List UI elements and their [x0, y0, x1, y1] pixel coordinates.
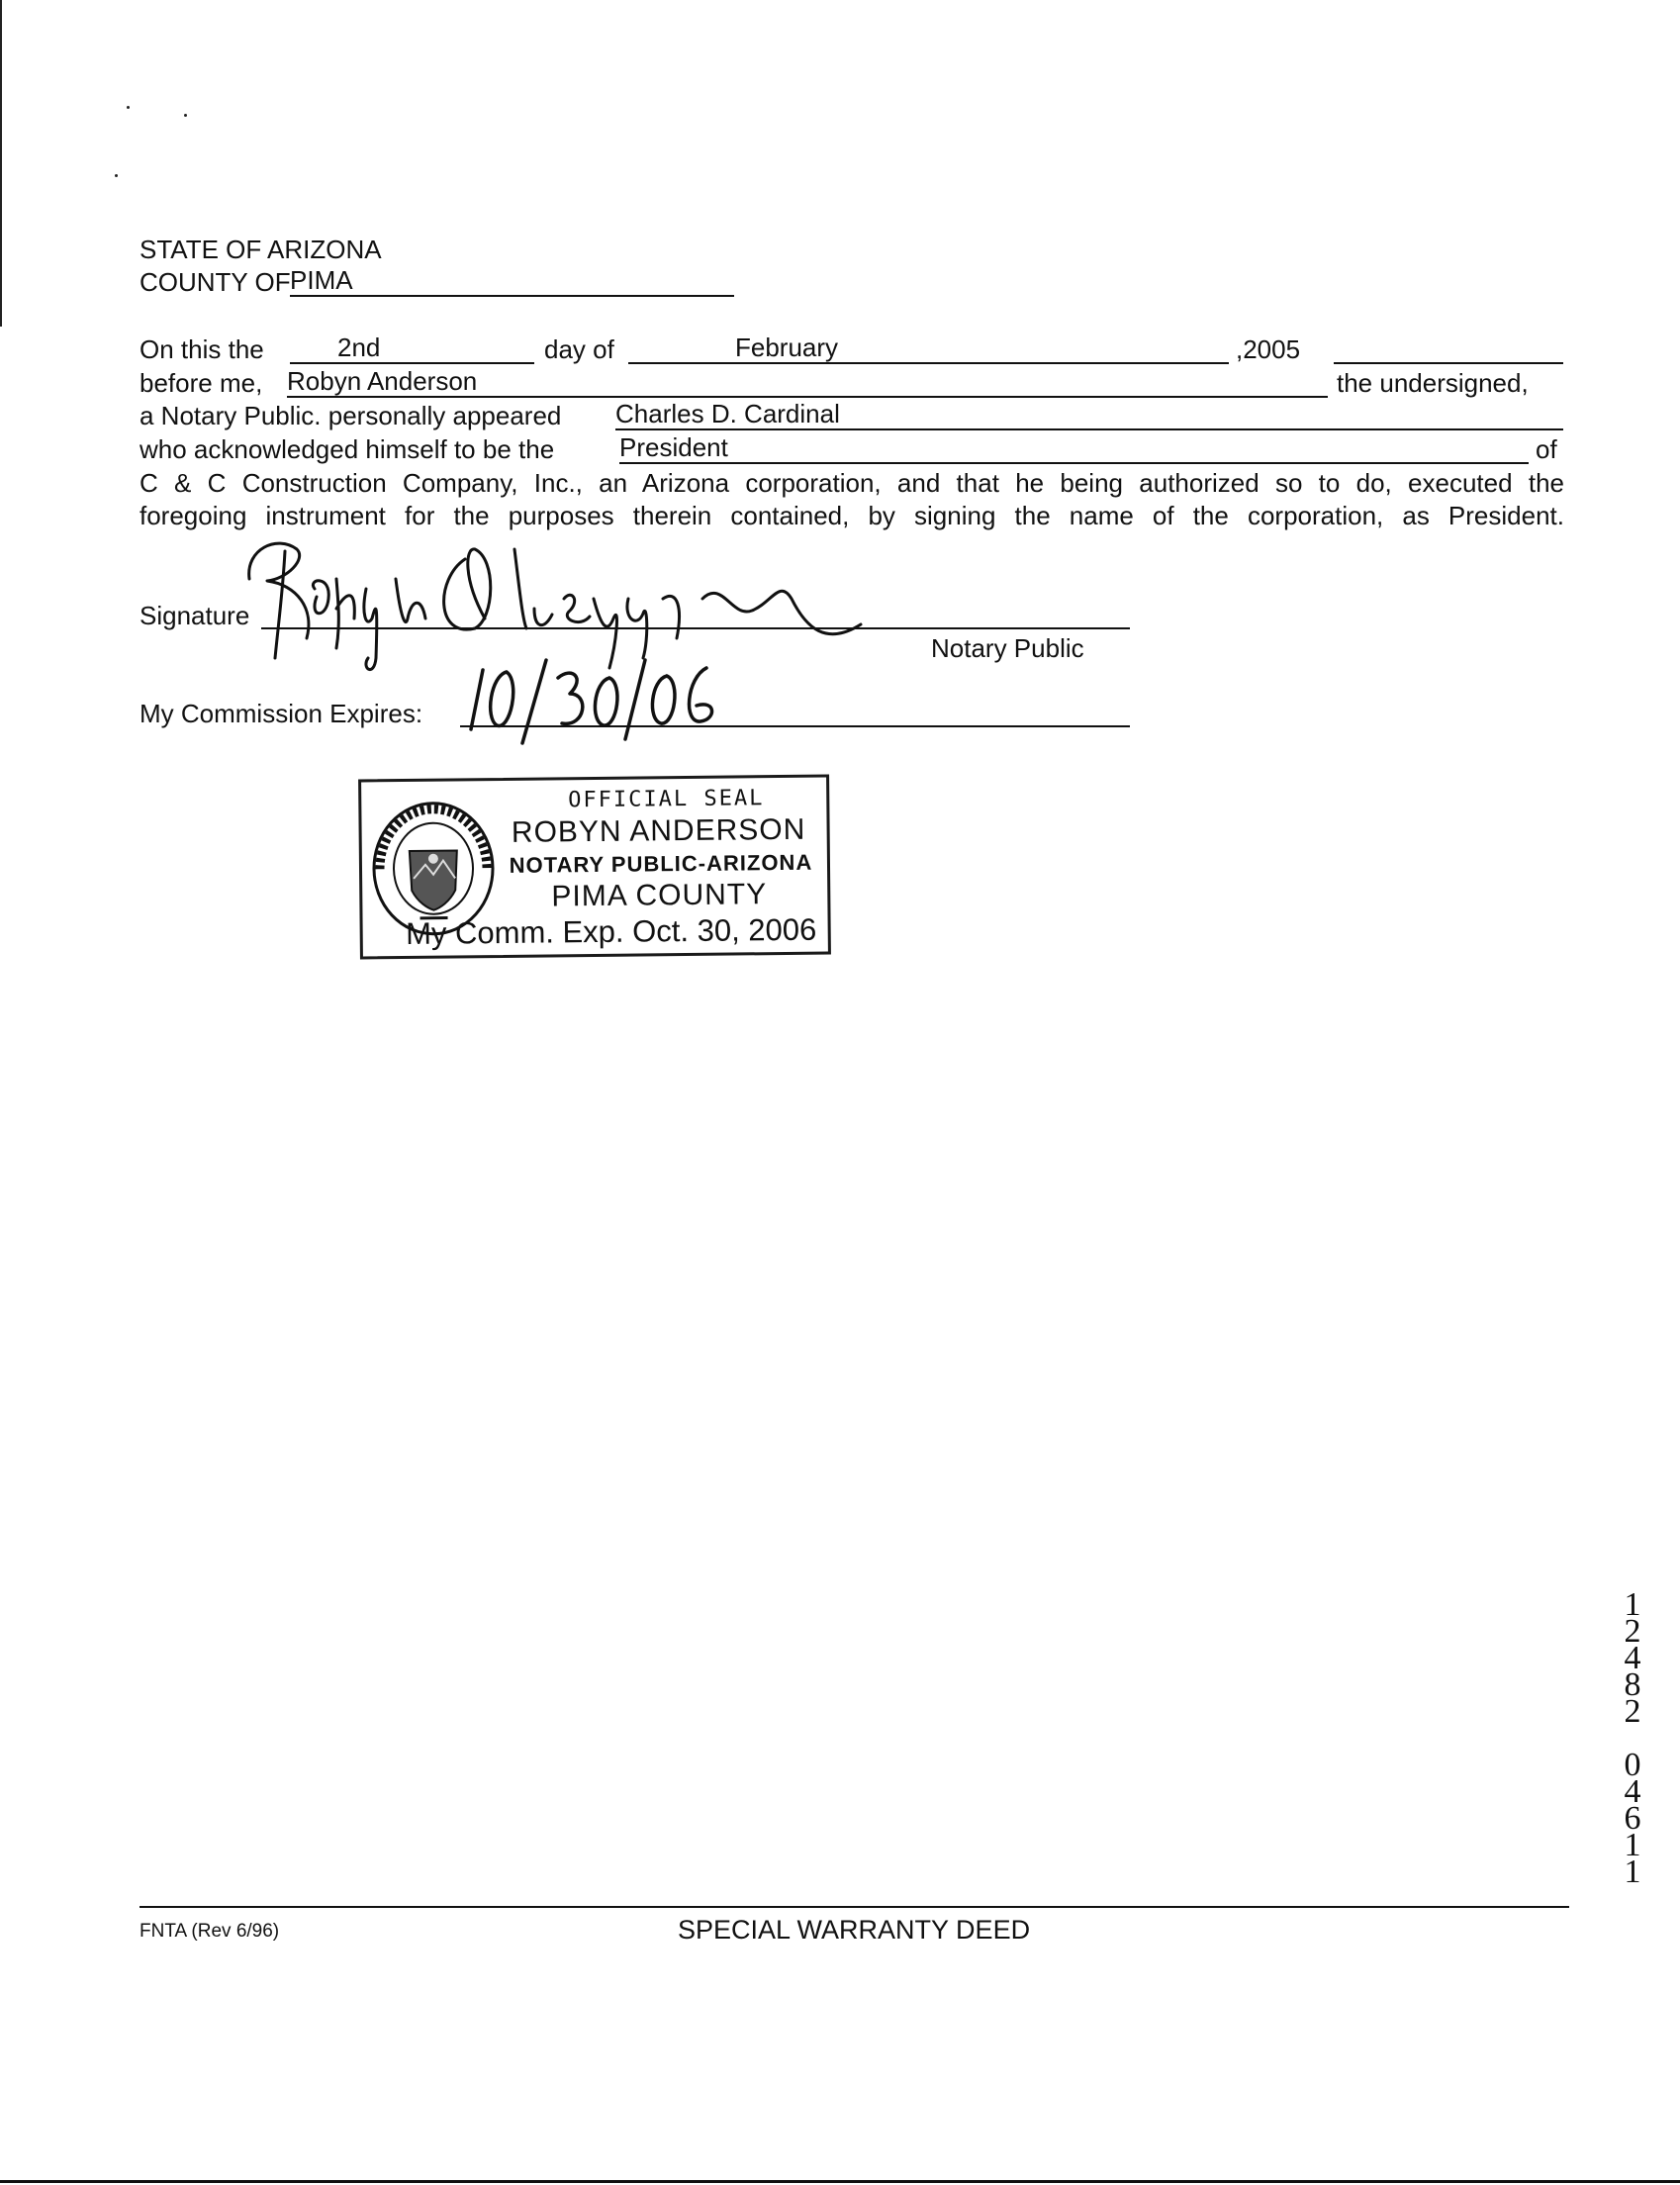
seal-notary-name: ROBYN ANDERSON — [511, 812, 806, 849]
the-undersigned-text: the undersigned, — [1337, 368, 1529, 398]
commission-label: My Commission Expires: — [140, 699, 423, 728]
scan-speck — [127, 106, 130, 109]
recording-number-vertical — [1613, 1586, 1652, 1890]
official-seal-stamp — [358, 775, 831, 960]
day-field — [290, 332, 534, 364]
notary-name-value: Robyn Anderson — [287, 366, 478, 396]
before-me-text: before me, — [140, 368, 263, 398]
year-blank-line — [1334, 362, 1563, 364]
title-field — [619, 432, 1529, 464]
seal-notary-public-arizona: NOTARY PUBLIC-ARIZONA — [509, 849, 813, 878]
county-label: COUNTY OF — [140, 267, 291, 297]
recording-digit: 6 — [1624, 1800, 1641, 1837]
county-value: PIMA — [290, 265, 353, 295]
notary-name-field — [287, 366, 1328, 398]
month-field — [628, 332, 1229, 364]
appeared-name-value: Charles D. Cardinal — [615, 399, 840, 428]
footer-form-code: FNTA (Rev 6/96) — [140, 1921, 280, 1942]
recording-digit: 0 — [1624, 1747, 1641, 1783]
signature-label: Signature — [140, 601, 250, 630]
title-value: President — [619, 432, 728, 462]
acknowledged-text: who acknowledged himself to be the — [140, 434, 555, 464]
day-of-text: day of — [544, 334, 614, 364]
scan-speck — [184, 114, 187, 117]
seal-commission-expiry: My Comm. Exp. Oct. 30, 2006 — [405, 911, 817, 952]
scan-bottom-edge — [0, 2180, 1680, 2183]
scan-edge-mark — [0, 0, 2, 327]
handwritten-commission-date — [463, 648, 740, 747]
recording-digit: 1 — [1624, 1586, 1641, 1623]
acknowledgment-line-6: foregoing instrument for the purposes therein contained, by signing the name of the corporation, as President. — [140, 501, 1564, 530]
recording-digit: 4 — [1624, 1773, 1641, 1810]
notary-public-caption: Notary Public — [931, 633, 1084, 663]
scan-speck — [115, 174, 118, 177]
county-field — [290, 265, 734, 297]
recording-digit: 4 — [1624, 1640, 1641, 1676]
month-value: February — [735, 332, 839, 362]
seal-county: PIMA COUNTY — [551, 878, 768, 913]
on-this-the-text: On this the — [140, 334, 264, 364]
recording-digit: 2 — [1624, 1693, 1641, 1730]
recording-digit: 8 — [1624, 1666, 1641, 1703]
footer-rule — [140, 1906, 1569, 1908]
appeared-name-field — [615, 399, 1563, 430]
of-text: of — [1536, 434, 1557, 464]
state-heading: STATE OF ARIZONA — [140, 235, 382, 264]
seal-official-seal: OFFICIAL SEAL — [568, 786, 765, 813]
year-text: ,2005 — [1236, 334, 1301, 364]
footer-document-title: SPECIAL WARRANTY DEED — [678, 1915, 1031, 1945]
recording-digit: 2 — [1624, 1613, 1641, 1650]
acknowledgment-line-5: C & C Construction Company, Inc., an Arizona corporation, and that he being authorized so to do, executed the — [140, 468, 1564, 498]
day-value: 2nd — [337, 332, 381, 362]
appeared-text: a Notary Public. personally appeared — [140, 401, 562, 430]
recording-digit: 1 — [1624, 1827, 1641, 1863]
recording-digit: 1 — [1624, 1853, 1641, 1890]
